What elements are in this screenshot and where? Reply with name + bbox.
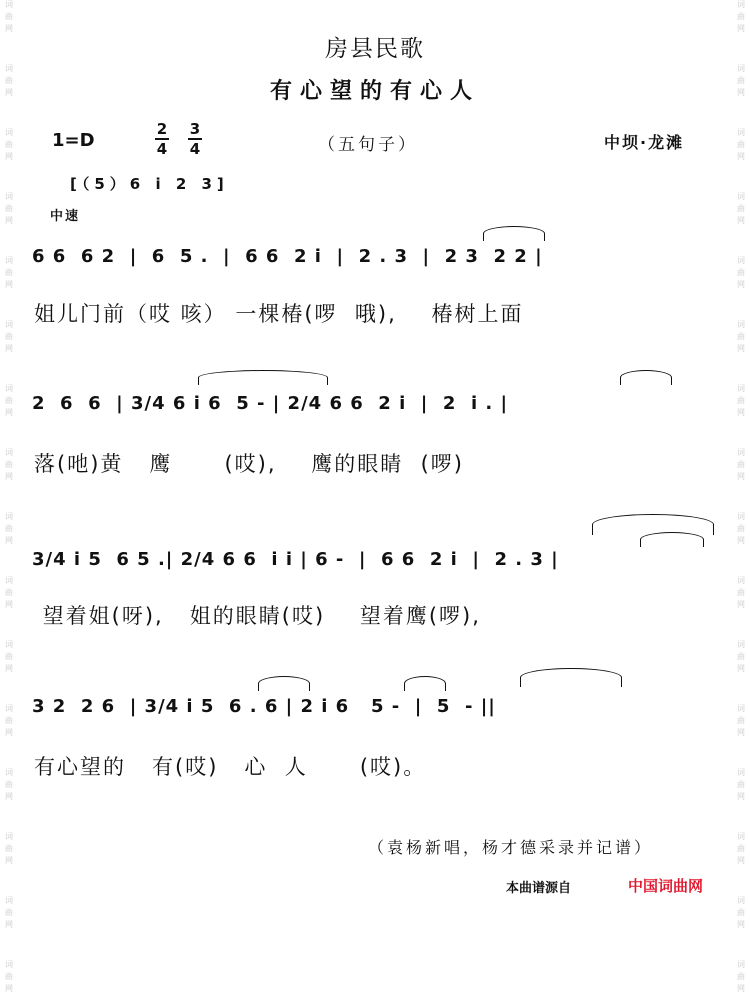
lyrics-line-1: 姐儿门前（哎 咳） 一棵椿(啰 哦), 椿树上面 [34,302,524,326]
watermark-glyph: 词 [5,576,13,585]
watermark-glyph: 词 [5,192,13,201]
watermark-glyph: 曲 [5,588,13,597]
source-label: 本曲谱源自 [506,881,572,896]
watermark-glyph: 网 [737,536,745,545]
slur-mark [592,514,714,535]
watermark-glyph: 曲 [737,588,745,597]
watermark-glyph: 词 [737,384,745,393]
time-sig-bottom: 4 [156,140,168,158]
watermark-glyph: 网 [5,88,13,97]
watermark-glyph-group [736,960,746,996]
watermark-glyph-group [4,448,14,484]
watermark-glyph: 曲 [737,524,745,533]
watermark-glyph-group [4,640,14,676]
watermark-glyph-group [736,512,746,548]
watermark-glyph: 曲 [5,76,13,85]
watermark-glyph: 网 [5,856,13,865]
watermark-glyph: 曲 [5,524,13,533]
song-form: （五句子） [318,135,418,155]
watermark-glyph: 词 [737,896,745,905]
slur-mark [640,532,704,547]
notation-line-1: 6 6 6 2 | 6 5 . | 6 6 2 i | 2 . 3 | 2 3 2 2 | [32,246,543,267]
watermark-glyph: 曲 [5,268,13,277]
watermark-glyph: 网 [737,344,745,353]
watermark-glyph: 曲 [5,396,13,405]
performer-credit: （袁杨新唱，杨才德采录并记谱） [368,838,654,857]
watermark-glyph: 词 [737,320,745,329]
watermark-glyph-group [4,704,14,740]
watermark-glyph: 曲 [737,12,745,21]
watermark-glyph-group [4,320,14,356]
watermark-glyph-group [4,896,14,932]
watermark-glyph: 曲 [737,460,745,469]
watermark-glyph: 词 [5,128,13,137]
watermark-glyph: 曲 [737,140,745,149]
watermark-glyph-group [736,576,746,612]
notation-line-4: 3 2 2 6 | 3/4 i 5 6 . 6 | 2 i 6 5 - | 5 - || [32,696,496,717]
tempo-marking: 中速 [50,209,81,224]
watermark-glyph-group [736,448,746,484]
watermark-glyph: 网 [737,472,745,481]
watermark-glyph-group [4,128,14,164]
watermark-glyph-group [736,832,746,868]
watermark-glyph: 词 [737,256,745,265]
watermark-glyph: 词 [5,512,13,521]
watermark-glyph: 网 [737,792,745,801]
watermark-glyph-group [736,704,746,740]
slur-mark [620,370,672,385]
intro-notation: [（5）6 i 2 3] [70,175,229,193]
watermark-glyph: 网 [5,984,13,993]
watermark-glyph: 网 [5,920,13,929]
watermark-glyph: 词 [5,64,13,73]
watermark-glyph: 曲 [737,204,745,213]
watermark-glyph: 网 [5,24,13,33]
watermark-glyph: 词 [737,128,745,137]
watermark-glyph: 曲 [5,460,13,469]
watermark-glyph: 网 [737,408,745,417]
watermark-glyph: 词 [5,256,13,265]
watermark-glyph-group [4,768,14,804]
watermark-glyph: 曲 [737,972,745,981]
source-site-link[interactable]: 中国词曲网 [628,877,704,895]
lyrics-line-3: 望着姐(呀), 姐的眼睛(哎) 望着鹰(啰), [34,604,481,628]
watermark-glyph-group [736,768,746,804]
watermark-glyph: 曲 [737,908,745,917]
watermark-glyph: 网 [5,472,13,481]
watermark-glyph: 曲 [5,652,13,661]
watermark-glyph: 网 [5,664,13,673]
time-signature-2-4 [153,121,171,157]
watermark-glyph: 曲 [737,332,745,341]
watermark-glyph: 词 [737,768,745,777]
watermark-glyph: 词 [737,192,745,201]
lyrics-line-2: 落(吔)黄 鹰 (哎), 鹰的眼睛 (啰) [34,452,464,476]
watermark-glyph: 曲 [5,908,13,917]
watermark-glyph: 曲 [737,268,745,277]
watermark-glyph: 网 [737,728,745,737]
page-title: 房县民歌 [325,36,425,62]
watermark-glyph: 曲 [737,652,745,661]
watermark-glyph: 曲 [5,780,13,789]
watermark-glyph: 词 [737,0,745,9]
watermark-glyph: 词 [5,768,13,777]
time-sig-top: 2 [156,120,168,138]
watermark-glyph-group [4,192,14,228]
watermark-glyph-group [4,576,14,612]
watermark-glyph: 词 [737,640,745,649]
time-sig-bottom: 4 [189,140,201,158]
watermark-glyph: 词 [5,832,13,841]
watermark-glyph: 曲 [737,76,745,85]
watermark-glyph: 网 [737,920,745,929]
watermark-glyph: 词 [5,896,13,905]
watermark-glyph: 网 [737,856,745,865]
watermark-glyph: 网 [737,24,745,33]
watermark-glyph: 网 [5,792,13,801]
watermark-glyph: 曲 [737,844,745,853]
watermark-glyph: 词 [737,960,745,969]
watermark-glyph-group [4,512,14,548]
slur-mark [258,676,310,691]
watermark-glyph: 词 [5,448,13,457]
notation-line-2: 2 6 6 | 3/4 6 i 6 5 - | 2/4 6 6 2 i | 2 i . | [32,393,509,414]
watermark-glyph: 词 [5,320,13,329]
watermark-glyph: 网 [5,600,13,609]
watermark-glyph: 词 [5,640,13,649]
watermark-glyph: 词 [5,960,13,969]
watermark-glyph-group [736,384,746,420]
watermark-glyph-group [4,832,14,868]
watermark-glyph-group [736,320,746,356]
watermark-glyph: 词 [737,448,745,457]
watermark-glyph: 曲 [5,332,13,341]
watermark-glyph: 网 [737,600,745,609]
song-title: 有心望的有心人 [269,79,480,104]
watermark-glyph: 网 [737,152,745,161]
watermark-glyph-group [736,256,746,292]
watermark-glyph: 网 [737,88,745,97]
watermark-glyph: 网 [5,728,13,737]
watermark-glyph: 曲 [737,396,745,405]
watermark-glyph: 曲 [5,204,13,213]
slur-mark [198,370,328,385]
watermark-glyph: 词 [737,64,745,73]
watermark-glyph: 网 [5,152,13,161]
watermark-glyph-group [736,192,746,228]
watermark-glyph: 网 [737,664,745,673]
watermark-glyph: 词 [5,704,13,713]
watermark-glyph: 曲 [737,780,745,789]
watermark-glyph: 曲 [5,844,13,853]
watermark-glyph: 词 [737,512,745,521]
watermark-glyph-group [736,128,746,164]
watermark-glyph-group [4,384,14,420]
notation-line-3: 3/4 i 5 6 5 .| 2/4 6 6 i i | 6 - | 6 6 2 i | 2 . 3 | [32,549,559,570]
watermark-glyph: 词 [5,384,13,393]
watermark-glyph: 词 [5,0,13,9]
right-watermark-strip [734,0,748,993]
slur-mark [483,226,545,241]
watermark-glyph-group [736,640,746,676]
watermark-glyph: 网 [5,344,13,353]
watermark-glyph: 曲 [5,12,13,21]
watermark-glyph-group [736,896,746,932]
watermark-glyph: 曲 [5,716,13,725]
lyrics-line-4: 有心望的 有(哎) 心 人 (哎)。 [34,755,427,779]
time-sig-top: 3 [189,120,201,138]
watermark-glyph: 网 [737,216,745,225]
watermark-glyph: 词 [737,576,745,585]
watermark-glyph: 网 [737,984,745,993]
watermark-glyph-group [4,960,14,996]
watermark-glyph: 词 [737,704,745,713]
key-signature: 1=D [52,130,95,151]
watermark-glyph: 词 [737,832,745,841]
slur-mark [520,668,622,687]
watermark-glyph: 曲 [5,140,13,149]
time-signature-3-4 [186,121,204,157]
watermark-glyph: 网 [5,536,13,545]
watermark-glyph: 网 [737,280,745,289]
left-watermark-strip [2,0,16,993]
watermark-glyph: 网 [5,280,13,289]
watermark-glyph: 网 [5,408,13,417]
watermark-glyph: 网 [5,216,13,225]
watermark-glyph-group [4,256,14,292]
collection-region: 中坝·龙滩 [604,133,685,152]
watermark-glyph: 曲 [737,716,745,725]
slur-mark [404,676,446,691]
watermark-glyph: 曲 [5,972,13,981]
